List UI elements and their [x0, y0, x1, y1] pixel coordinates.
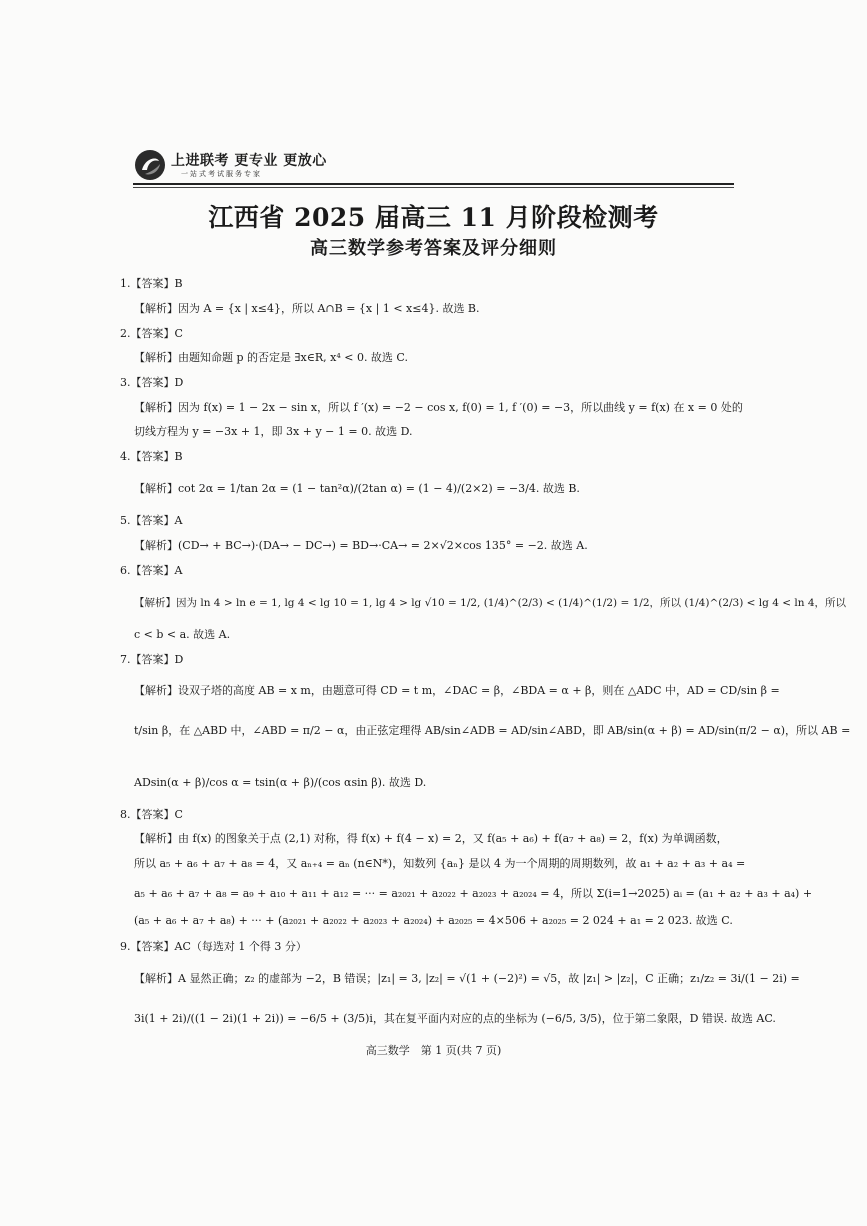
solution-line: ADsin(α + β)/cos α = tsin(α + β)/(cos αsin β). 故选 D. [134, 776, 427, 789]
solution-line: 【解析】由题知命题 p 的否定是 ∃x∈R, x⁴ < 0. 故选 C. [134, 351, 408, 364]
page-subtitle: 高三数学参考答案及评分细则 [310, 238, 557, 259]
answer-line: 4.【答案】B [120, 450, 183, 463]
solution-line: c < b < a. 故选 A. [134, 628, 231, 641]
solution-line: 【解析】因为 ln 4 > ln e = 1, lg 4 < lg 10 = 1, lg 4 > lg √10 = 1/2, (1/4)^(2/3) < (1/4)^(1/2) = 1/2，所以 (1/4)^(2/3) < lg 4 < ln 4，所以 [134, 597, 847, 609]
publisher-logo [133, 148, 327, 184]
answer-line: 1.【答案】B [120, 277, 183, 290]
solution-line: 【解析】因为 f(x) = 1 − 2x − sin x，所以 f ′(x) = −2 − cos x, f(0) = 1, f ′(0) = −3，所以曲线 y = f(x) 在 x = 0 处的 [134, 401, 743, 414]
answer-line: 3.【答案】D [120, 376, 184, 389]
header-rule [133, 183, 734, 185]
answer-line: 8.【答案】C [120, 808, 183, 821]
answer-line: 2.【答案】C [120, 327, 183, 340]
page-footer: 高三数学 第 1 页(共 7 页) [365, 1044, 502, 1057]
solution-line: t/sin β，在 △ABD 中，∠ABD = π/2 − α，由正弦定理得 AB/sin∠ADB = AD/sin∠ABD，即 AB/sin(α + β) = AD/sin(π/2 − α)，所以 AB = [134, 724, 851, 737]
solution-line: 【解析】设双子塔的高度 AB = x m，由题意可得 CD = t m，∠DAC = β，∠BDA = α + β，则在 △ADC 中，AD = CD/sin β = [134, 684, 780, 697]
solution-line: 所以 a₅ + a₆ + a₇ + a₈ = 4，又 aₙ₊₄ = aₙ (n∈N*)，知数列 {aₙ} 是以 4 为一个周期的周期数列，故 a₁ + a₂ + a₃ + a₄ = [134, 857, 746, 870]
answer-line: 6.【答案】A [120, 564, 183, 577]
solution-line: (a₅ + a₆ + a₇ + a₈) + ··· + (a₂₀₂₁ + a₂₀₂₂ + a₂₀₂₃ + a₂₀₂₄) + a₂₀₂₅ = 4×506 + a₂₀₂₅ = 2 024 + a₁ = 2 023. 故选 C. [134, 914, 733, 927]
solution-line: a₅ + a₆ + a₇ + a₈ = a₉ + a₁₀ + a₁₁ + a₁₂ = ··· = a₂₀₂₁ + a₂₀₂₂ + a₂₀₂₃ + a₂₀₂₄ = 4，所以 Σ(i=1→2025) aᵢ = (a₁ + a₂ + a₃ + a₄) + [134, 887, 813, 900]
solution-line: 【解析】(CD→ + BC→)·(DA→ − DC→) = BD→·CA→ = 2×√2×cos 135° = −2. 故选 A. [134, 539, 588, 552]
answer-line: 9.【答案】AC（每选对 1 个得 3 分） [120, 940, 307, 953]
solution-line: 【解析】cot 2α = 1/tan 2α = (1 − tan²α)/(2tan α) = (1 − 4)/(2×2) = −3/4. 故选 B. [134, 482, 580, 495]
logo-subtext: 一站式考试服务专家 [181, 170, 262, 178]
solution-line: 【解析】因为 A = {x | x≤4}，所以 A∩B = {x | 1 < x≤4}. 故选 B. [134, 302, 480, 315]
logo-text: 上进联考 更专业 更放心 [171, 153, 327, 169]
answer-line: 5.【答案】A [120, 514, 183, 527]
page-title: 江西省 2025 届高三 11 月阶段检测考 [208, 203, 659, 232]
header-rule-thin [133, 187, 734, 188]
answer-line: 7.【答案】D [120, 653, 184, 666]
solution-line: 【解析】A 显然正确；z₂ 的虚部为 −2，B 错误；|z₁| = 3, |z₂| = √(1 + (−2)²) = √5，故 |z₁| > |z₂|，C 正确；z₁/z₂ = 3i/(1 − 2i) = [134, 972, 800, 985]
logo-swirl-icon [133, 148, 167, 182]
solution-line: 切线方程为 y = −3x + 1，即 3x + y − 1 = 0. 故选 D. [134, 425, 413, 438]
solution-line: 3i(1 + 2i)/((1 − 2i)(1 + 2i)) = −6/5 + (3/5)i，其在复平面内对应的点的坐标为 (−6/5, 3/5)，位于第二象限，D 错误. 故选 AC. [134, 1012, 776, 1025]
solution-line: 【解析】由 f(x) 的图象关于点 (2,1) 对称，得 f(x) + f(4 − x) = 2，又 f(a₅ + a₆) + f(a₇ + a₈) = 2，f(x) 为单调函数， [134, 832, 728, 845]
